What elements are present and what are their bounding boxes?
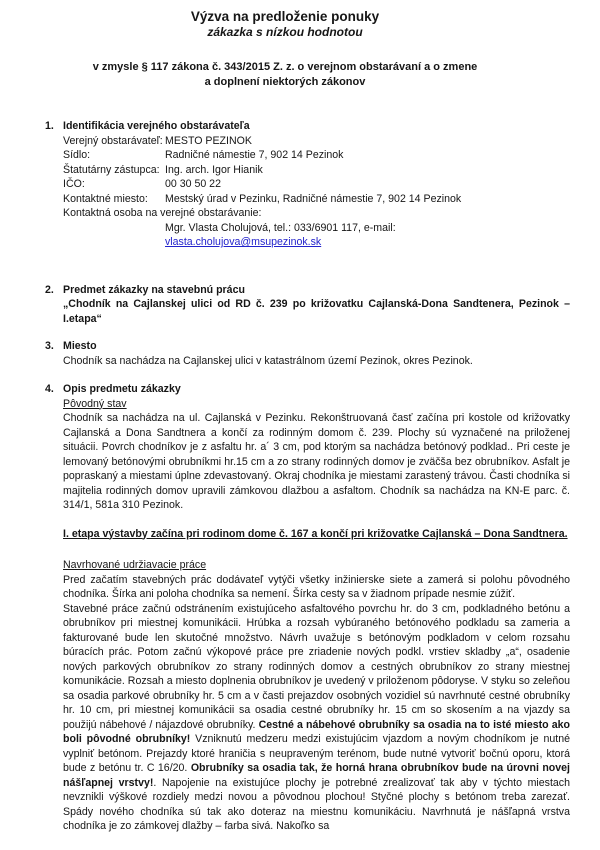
field-row-authority xyxy=(63,134,570,149)
section-4-number: 4. xyxy=(45,383,54,395)
section-location xyxy=(45,339,570,368)
maintenance-text-segment: . Napojenie na existujúce plochy je potrebné zrealizovať tak aby v týchto miestach nevznikli výškové rozdiely medzi novou a pôvodnou plochou! Styčné plochy s betónom treba zarezať. Spády nového chodníka sú tak ako doteraz na miestnu komunikáciu. Navrhnutá je nášľapná vrstva chodníka je zo zámkovej dlažby – farba sivá. Nakoľko sa xyxy=(63,776,570,832)
field-row-contact-place xyxy=(63,192,570,207)
section-3-number: 3. xyxy=(45,340,54,352)
document-subtitle: zákazka s nízkou hodnotou xyxy=(207,25,363,39)
original-state-subheading: Pôvodný stav xyxy=(63,397,127,410)
stage-note: I. etapa výstavby začína pri rodinom dome č. 167 a končí pri križovatke Cajlanská – Dona Sandtnera. xyxy=(63,527,568,540)
section-subject xyxy=(45,283,570,327)
section-identification xyxy=(45,119,570,250)
maintenance-paragraph-2 xyxy=(63,602,570,834)
field-row-address xyxy=(63,148,570,163)
field-row-representative xyxy=(63,163,570,178)
maintenance-text-segment: Stavebné práce začnú odstránením existujúceho asfaltového povrchu hr. do 3 cm, podkladného betónu a obrubníkov pri miestnej komunikácii. Hrúbka a rozsah vybúraného betónového podkladu sa zameria a fakturované bude len skutočné množstvo. Návrh uvažuje s betónovým podkladom v celom rozsahu búracích prác. Potom začnú výkopové práce pre zriadenie nových podkl. vrstiev skladby „a“, osadenie nových parkových obrubníkov zo strany rodinných domov a cestných obrubníkov zo strany miestnej komunikácie. Rozsah a miesto doplnenia obrubníkov je uvedený v priloženom pôdoryse. V styku so zeleňou sa osadia parkové obrubníky hr. 5 cm a v časti prejazdov osobných vozidiel sú navrhnuté cestné obrubníky hr. 10 cm, pri miestnej komunikácii sa osadia cestné obrubníky hr. 15 cm so skosením a na vjazdy sa použijú nábehové / nájazdové obrubníky. xyxy=(63,602,570,731)
section-2-heading: Predmet zákazky na stavebnú prácu xyxy=(63,283,245,296)
legal-reference-line-2: a doplnení niektorých zákonov xyxy=(204,75,366,88)
field-label: Kontaktné miesto: xyxy=(63,192,148,205)
contact-email-link[interactable]: vlasta.cholujova@msupezinok.sk xyxy=(165,236,322,248)
field-value: 00 30 50 22 xyxy=(165,178,221,190)
field-label: IČO: xyxy=(63,178,85,190)
maintenance-text-segment: Vzniknutú medzeru medzi existujúcim vjazdom a novým chodníkom je nutné vyplniť betónom. Prejazdy ktoré hraničia s neupraveným terénom, bude nutné vytvoriť bočnú oporu, ktorá bude z betónu tr. C 16/20. xyxy=(63,733,570,774)
maintenance-paragraph-1: Pred začatím stavebných prác dodávateľ vytýči všetky inžinierske siete a zamerá si polohu pôvodného chodníka. Šírka ani poloha chodníka sa nemení. Šírka cesty sa v žiadnom prípade nesmie zúžiť. xyxy=(63,573,570,600)
original-state-paragraph: Chodník sa nachádza na ul. Cajlanská v Pezinku. Rekonštruovaná časť začína pri kostole od križovatky Cajlanská a Dona Sandtnera a končí za rodinným domom č. 239. Plochy sú vyznačené na priloženej situácii. Povrch chodníkov je z asfaltu hr. a´ 3 cm, pod ktorým sa nachádza betónový podklad.. Pri ceste je lemovaný betónovými obrubníkmi hr.15 cm a zo strany rodinných domov je zväčša bez obrubníkov. Asfalt je popraskaný a miestami úplne zdevastovaný. Okraj chodníka je miestami zarastený trávou. Časti chodníka si majitelia rodinných domov upravili zámkovou dlažbou a asfaltom. Chodník sa nachádza na KN-E parc. č. 314/1, 581a 310 Pezinok. xyxy=(63,412,570,511)
field-value: Ing. arch. Igor Hianik xyxy=(165,163,263,176)
document-title: Výzva na predloženie ponuky xyxy=(190,9,380,24)
section-1-number: 1. xyxy=(45,120,54,132)
section-1-heading: Identifikácia verejného obstarávateľa xyxy=(63,120,250,132)
section-4-heading: Opis predmetu zákazky xyxy=(63,383,181,395)
section-description xyxy=(45,382,570,834)
field-label: Štatutárny zástupca: xyxy=(63,163,160,176)
maintenance-bold-note-2: Obrubníky sa osadia tak, že horná hrana obrubníkov bude na úrovni novej nášľapnej vrstvy! xyxy=(63,762,570,789)
maintenance-bold-note-1: Cestné a nábehové obrubníky sa osadia na to isté miesto ako boli pôvodné obrubníky! xyxy=(63,718,570,745)
field-value: Mestský úrad v Pezinku, Radničné námestie 7, 902 14 Pezinok xyxy=(165,192,462,205)
field-value: MESTO PEZINOK xyxy=(165,134,252,147)
location-text: Chodník sa nachádza na Cajlanskej ulici v katastrálnom území Pezinok, okres Pezinok. xyxy=(63,354,473,367)
document-body xyxy=(45,119,570,834)
maintenance-subheading: Navrhované udržiavacie práce xyxy=(63,559,207,571)
document-header xyxy=(0,0,600,89)
section-3-heading: Miesto xyxy=(63,340,97,352)
field-row-ico xyxy=(63,177,570,192)
contact-person-label: Kontaktná osoba na verejné obstarávanie: xyxy=(63,207,262,219)
contract-subject-text: „Chodník na Cajlanskej ulici od RD č. 239 po križovatku Cajlanská-Dona Sandtenera, Pezinok – I.etapa“ xyxy=(63,298,570,325)
contact-email-row xyxy=(165,235,570,250)
field-value: Radničné námestie 7, 902 14 Pezinok xyxy=(165,149,344,161)
field-label: Sídlo: xyxy=(63,149,91,161)
legal-reference-line-1: v zmysle § 117 zákona č. 343/2015 Z. z. o verejnom obstarávaní a o zmene xyxy=(92,61,478,73)
legal-reference xyxy=(0,60,570,89)
contact-person-value: Mgr. Vlasta Cholujová, tel.: 033/6901 117, e-mail: xyxy=(165,221,396,234)
field-label: Verejný obstarávateľ: xyxy=(63,134,163,147)
section-2-number: 2. xyxy=(45,283,54,296)
